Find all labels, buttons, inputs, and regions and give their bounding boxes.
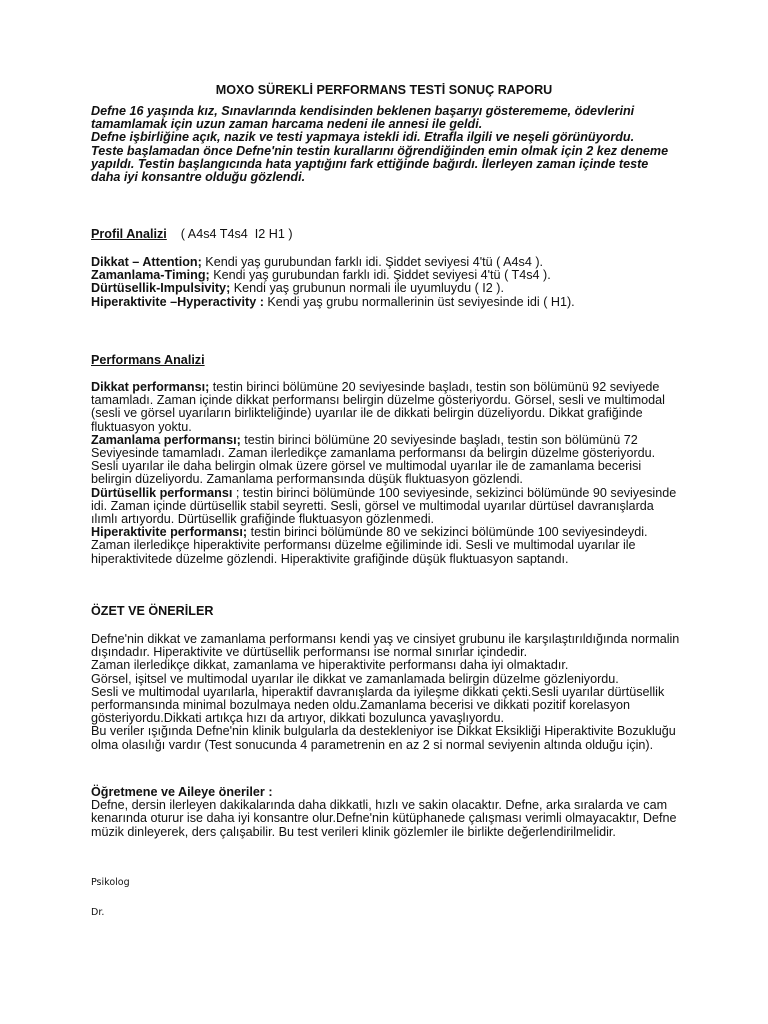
profile-heading xyxy=(91,228,681,241)
recommendations-heading: Öğretmene ve Aileye öneriler : xyxy=(91,785,273,799)
profile-heading-label: Profil Analizi xyxy=(91,227,167,241)
performance-item-text: ; testin birinci bölümünde 100 seviyesinde, sekizinci bölümünde 90 seviyesinde idi. Zaman içinde dürtüsellik stabil seyretti. Sesli, görsel ve multimodal uyarılar dürtüsel davranışlarda ılımlı artıyordu. Dürtüsellik grafiğinde fluktuasyon gözlenmedi. xyxy=(91,485,677,527)
performance-item-label: Dikkat performansı; xyxy=(91,380,210,394)
profile-item-text: Kendi yaş grubunun normali ile uyumluydu ( I2 ). xyxy=(230,281,504,296)
profile-list xyxy=(91,256,691,309)
profile-item-label: Dikkat – Attention; xyxy=(91,255,202,269)
signature-role: Psikolog xyxy=(91,877,130,888)
recommendations-section xyxy=(91,786,683,839)
profile-item-label: Dürtüsellik-Impulsivity; xyxy=(91,281,231,296)
performance-item-text: testin birinci bölümünde 80 ve sekizinci bölümünde 100 seviyesindeydi. Zaman ilerledikçe hiperaktivite performansı düzelme eğiliminde idi. Sesli ve multimodal uyarılar ile hiperaktivitede düzelme gözlendi. Hiperaktivite grafiğinde düşük fluktuasyon saptandı. xyxy=(91,525,648,566)
performance-item xyxy=(91,381,681,434)
signature-title: Dr. xyxy=(91,907,105,918)
profile-code: ( A4s4 T4s4 I2 H1 ) xyxy=(166,227,293,241)
summary-section xyxy=(91,633,683,752)
profile-item xyxy=(91,296,691,309)
summary-paragraph: Defne'nin dikkat ve zamanlama performansı kendi yaş ve cinsiyet grubunu ile karşılaştırıldığında normalin dışındadır. Hiperaktivite ve dürtüsellik performansı ise normal sınırlar içindedir. xyxy=(91,632,680,660)
performance-item xyxy=(91,434,681,487)
summary-paragraph: Zaman ilerledikçe dikkat, zamanlama ve hiperaktivite performansı daha iyi olmaktadır. xyxy=(91,658,569,673)
summary-heading: ÖZET VE ÖNERİLER xyxy=(91,604,214,618)
profile-item-label: Zamanlama-Timing; xyxy=(91,268,210,283)
profile-item-label: Hiperaktivite –Hyperactivity : xyxy=(91,294,264,309)
summary-paragraph: Bu veriler ışığında Defne'nin klinik bulgularla da destekleniyor ise Dikkat Eksikliği Hiperaktivite Bozukluğu olma olasılığı vardır (Test sonucunda 4 parametrenin en az 2 si normal seviyenin altında olduğu için). xyxy=(91,724,676,752)
performance-item xyxy=(91,487,681,527)
intro-paragraph: Defne 16 yaşında kız, Sınavlarında kendisinden beklenen başarıyı gösterememe, ödevlerini tamamlamak için uzun zaman harcama nedeni ile annesi ile geldi. xyxy=(91,104,635,132)
performance-item-text: testin birinci bölümüne 20 seviyesinde başladı, testin son bölümünü 72 Seviyesinde tamamladı. Zaman ilerledikçe zamanlama performansı da belirgin düzelme gösteriyordu. Sesli uyarılar ile daha belirgin olmak üzere görsel ve multimodal uyarılar ile de zamanlama becerisi belirgin düzeliyordu. Zamanlama performansında düşük fluktuasyon gözlendi. xyxy=(91,432,656,487)
intro-paragraph: Teste başlamadan önce Defne'nin testin kurallarını öğrendiğinden emin olmak için 2 kez deneme yapıldı. Testin başlangıcında hata yaptığını fark ettiğinde bağırdı. İlerleyen zaman içinde teste daha iyi konsantre olduğu gözlendi. xyxy=(91,143,669,185)
profile-item-text: Kendi yaş gurubundan farklı idi. Şiddet seviyesi 4'tü ( T4s4 ). xyxy=(209,268,551,283)
performance-item xyxy=(91,526,681,566)
report-title: MOXO SÜREKLİ PERFORMANS TESTİ SONUÇ RAPORU xyxy=(215,83,553,97)
performance-heading: Performans Analizi xyxy=(91,353,205,367)
intro-paragraph: Defne işbirliğine açık, nazik ve testi yapmaya istekli idi. Etrafla ilgili ve neşeli görünüyordu. xyxy=(91,130,635,145)
summary-paragraph: Sesli ve multimodal uyarılarla, hiperaktif davranışlarda da iyileşme dikkati çekti.Sesli uyarılar dürtüsellik performansında minimal bozulmaya neden oldu.Zamanlama becerisi ve dikkati pozitif korelasyon gösteriyordu.Dikkati artıkça hızı da artıyor, dikkati bozulunca yavaşlıyordu. xyxy=(91,684,665,726)
performance-item-label: Zamanlama performansı; xyxy=(91,432,241,447)
summary-paragraph: Görsel, işitsel ve multimodal uyarılar ile dikkat ve zamanlamada belirgin düzelme gözleniyordu. xyxy=(91,671,619,686)
performance-item-label: Hiperaktivite performansı; xyxy=(91,525,248,540)
profile-item-text: Kendi yaş gurubundan farklı idi. Şiddet seviyesi 4'tü ( A4s4 ). xyxy=(201,255,544,269)
performance-item-label: Dürtüsellik performansı xyxy=(91,485,233,500)
performance-item-text: testin birinci bölümüne 20 seviyesinde başladı, testin son bölümünü 92 seviyede tamamladı. Zaman içinde dikkat performansı belirgin düzelme gösteriyordu. Görsel, sesli ve multimodal (sesli ve görsel uyarıların birlikteliğinde) uyarılar ile de dikkati belirgin düzeliyordu. Dikkat grafiğinde fluktuasyon yoktu. xyxy=(91,380,665,434)
profile-item-text: Kendi yaş grubu normallerinin üst seviyesinde idi ( H1). xyxy=(263,294,575,309)
performance-section xyxy=(91,381,681,566)
recommendations-text: Defne, dersin ilerleyen dakikalarında daha dikkatli, hızlı ve sakin olacaktır. Defne, arka sıralarda ve cam kenarında oturur ise daha iyi konsantre olur.Defne'nin kütüphanede çalışması verimli olmayacaktır, Defne müzik dinleyerek, ders çalışabilir. Bu test verileri klinik gözlemler ile birlikte değerlendirilmelidir. xyxy=(91,798,677,839)
intro-section xyxy=(91,105,681,184)
